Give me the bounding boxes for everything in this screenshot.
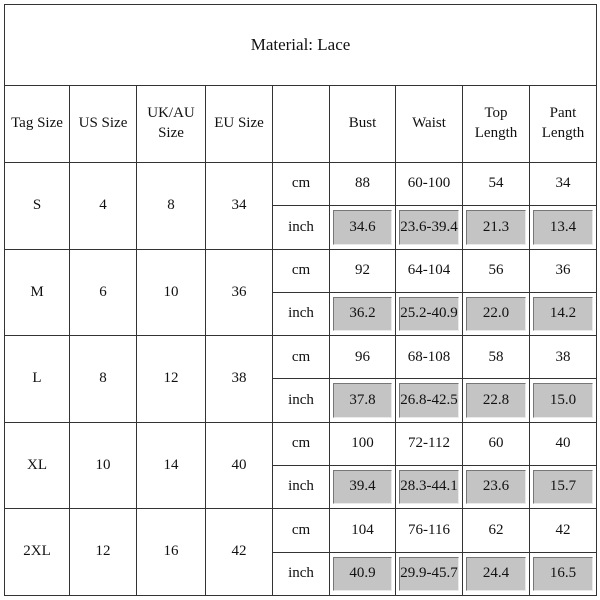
pant-length-cm-cell: 40	[530, 422, 597, 465]
tag-size-cell: L	[5, 336, 70, 423]
waist-inch-cell: 28.3-44.1	[396, 466, 463, 509]
size-table	[4, 4, 597, 596]
us-size-cell: 4	[70, 163, 137, 250]
bust-cm-cell: 88	[330, 163, 396, 206]
waist-cm-cell: 68-108	[396, 336, 463, 379]
unit-cm-cell: cm	[273, 249, 330, 292]
table-row	[5, 509, 597, 552]
pant-length-inch-cell: 15.7	[530, 466, 597, 509]
bust-inch-cell: 40.9	[330, 552, 396, 595]
header-us-size: US Size	[70, 85, 137, 163]
waist-cm-cell: 64-104	[396, 249, 463, 292]
eu-size-cell: 34	[206, 163, 273, 250]
us-size-cell: 12	[70, 509, 137, 596]
waist-inch-cell: 29.9-45.7	[396, 552, 463, 595]
title-row	[5, 5, 597, 86]
unit-cm-cell: cm	[273, 509, 330, 552]
tag-size-cell: S	[5, 163, 70, 250]
unit-inch-cell: inch	[273, 379, 330, 422]
bust-cm-cell: 96	[330, 336, 396, 379]
unit-cm-cell: cm	[273, 163, 330, 206]
top-length-inch-cell: 22.8	[463, 379, 530, 422]
top-length-cm-cell: 54	[463, 163, 530, 206]
eu-size-cell: 36	[206, 249, 273, 336]
waist-cm-cell: 76-116	[396, 509, 463, 552]
size-chart	[4, 4, 596, 596]
top-length-inch-cell: 21.3	[463, 206, 530, 249]
table-row	[5, 336, 597, 379]
pant-length-inch-cell: 15.0	[530, 379, 597, 422]
tag-size-cell: XL	[5, 422, 70, 509]
header-row	[5, 85, 597, 163]
eu-size-cell: 42	[206, 509, 273, 596]
pant-length-cm-cell: 42	[530, 509, 597, 552]
waist-inch-cell: 25.2-40.9	[396, 292, 463, 335]
top-length-inch-cell: 24.4	[463, 552, 530, 595]
top-length-cm-cell: 58	[463, 336, 530, 379]
top-length-cm-cell: 56	[463, 249, 530, 292]
bust-inch-cell: 37.8	[330, 379, 396, 422]
unit-inch-cell: inch	[273, 206, 330, 249]
top-length-cm-cell: 60	[463, 422, 530, 465]
us-size-cell: 6	[70, 249, 137, 336]
table-row	[5, 422, 597, 465]
header-pant-length: Pant Length	[530, 85, 597, 163]
top-length-inch-cell: 23.6	[463, 466, 530, 509]
ukau-size-cell: 12	[137, 336, 206, 423]
us-size-cell: 10	[70, 422, 137, 509]
pant-length-cm-cell: 34	[530, 163, 597, 206]
bust-inch-cell: 36.2	[330, 292, 396, 335]
bust-inch-cell: 39.4	[330, 466, 396, 509]
waist-cm-cell: 72-112	[396, 422, 463, 465]
table-row	[5, 163, 597, 206]
unit-inch-cell: inch	[273, 292, 330, 335]
us-size-cell: 8	[70, 336, 137, 423]
waist-inch-cell: 26.8-42.5	[396, 379, 463, 422]
ukau-size-cell: 10	[137, 249, 206, 336]
tag-size-cell: 2XL	[5, 509, 70, 596]
unit-cm-cell: cm	[273, 422, 330, 465]
waist-inch-cell: 23.6-39.4	[396, 206, 463, 249]
table-row	[5, 249, 597, 292]
ukau-size-cell: 16	[137, 509, 206, 596]
header-waist: Waist	[396, 85, 463, 163]
header-unit	[273, 85, 330, 163]
header-tag-size: Tag Size	[5, 85, 70, 163]
table-title: Material: Lace	[5, 5, 597, 86]
pant-length-inch-cell: 16.5	[530, 552, 597, 595]
eu-size-cell: 38	[206, 336, 273, 423]
header-top-length: Top Length	[463, 85, 530, 163]
header-ukau-size: UK/AU Size	[137, 85, 206, 163]
pant-length-cm-cell: 36	[530, 249, 597, 292]
pant-length-cm-cell: 38	[530, 336, 597, 379]
pant-length-inch-cell: 13.4	[530, 206, 597, 249]
bust-inch-cell: 34.6	[330, 206, 396, 249]
unit-inch-cell: inch	[273, 552, 330, 595]
header-eu-size: EU Size	[206, 85, 273, 163]
eu-size-cell: 40	[206, 422, 273, 509]
unit-cm-cell: cm	[273, 336, 330, 379]
ukau-size-cell: 14	[137, 422, 206, 509]
unit-inch-cell: inch	[273, 466, 330, 509]
bust-cm-cell: 104	[330, 509, 396, 552]
bust-cm-cell: 100	[330, 422, 396, 465]
pant-length-inch-cell: 14.2	[530, 292, 597, 335]
bust-cm-cell: 92	[330, 249, 396, 292]
top-length-cm-cell: 62	[463, 509, 530, 552]
ukau-size-cell: 8	[137, 163, 206, 250]
header-bust: Bust	[330, 85, 396, 163]
waist-cm-cell: 60-100	[396, 163, 463, 206]
top-length-inch-cell: 22.0	[463, 292, 530, 335]
tag-size-cell: M	[5, 249, 70, 336]
